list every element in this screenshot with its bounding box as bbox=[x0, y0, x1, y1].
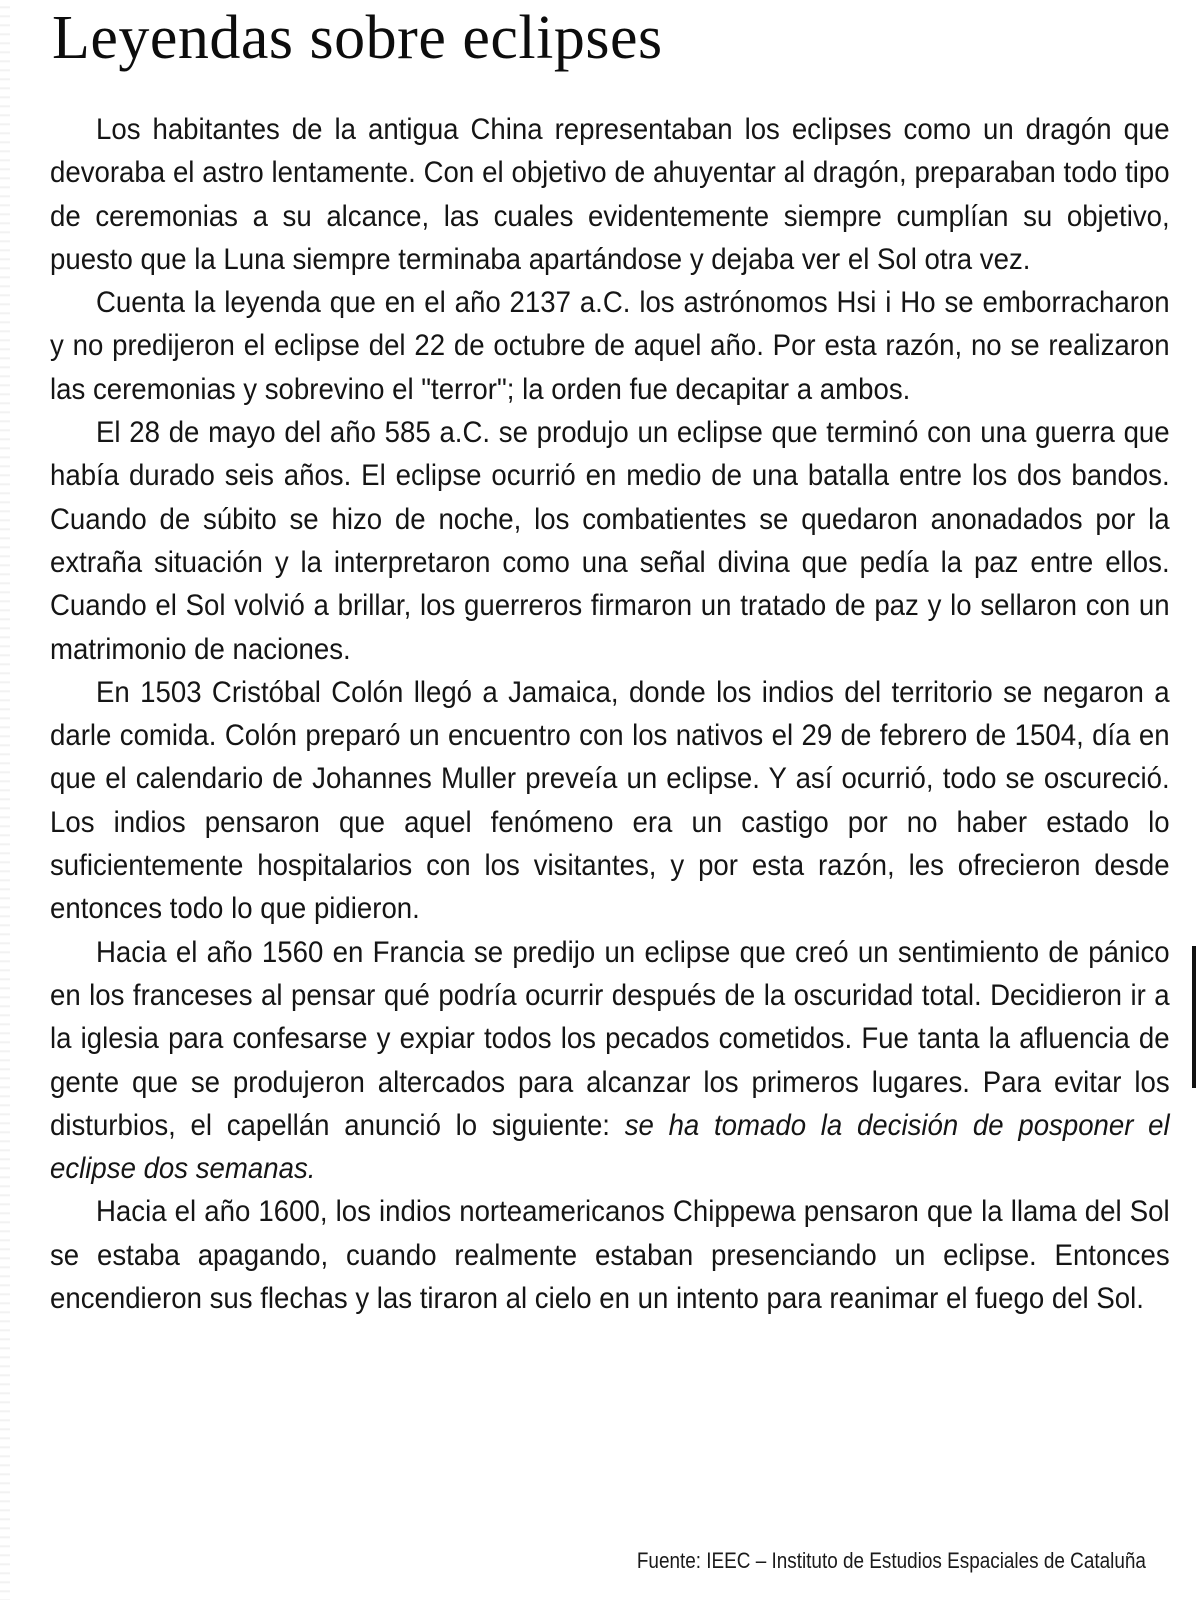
source-credit: Fuente: IEEC – Instituto de Estudios Espaciales de Cataluña bbox=[636, 1548, 1146, 1573]
paragraph-hsi-ho: Cuenta la leyenda que en el año 2137 a.C. los astrónomos Hsi i Ho se emborracharon y no predijeron el eclipse del 22 de octubre de aquel año. Por esta razón, no se realizaron las ceremonias y sobrevino el "terror"; la orden fue decapitar a ambos. bbox=[50, 286, 1170, 406]
chaplain-quote: se ha tomado la decisión de posponer el eclipse dos semanas. bbox=[50, 1108, 1170, 1186]
paragraph-columbus-jamaica: En 1503 Cristóbal Colón llegó a Jamaica, donde los indios del territorio se negaron a darle comida. Colón preparó un encuentro con los nativos el 29 de febrero de 1504, día en que el calendario de Johannes Muller preveía un eclipse. Y así ocurrió, todo se oscureció. Los indios pensaron que aquel fenómeno era un castigo por no haber estado lo suficientemente hospitalarios con los visitantes, y por esta razón, les ofrecieron desde entonces todo lo que pidieron. bbox=[50, 675, 1170, 926]
paragraph-585-bc-battle: El 28 de mayo del año 585 a.C. se produjo un eclipse que terminó con una guerra que había durado seis años. El eclipse ocurrió en medio de una batalla entre los dos bandos. Cuando de súbito se hizo de noche, los combatientes se quedaron anonadados por la extraña situación y la interpretaron como una señal divina que pedía la paz entre ellos. Cuando el Sol volvió a brillar, los guerreros firmaron un tratado de paz y lo sellaron con un matrimonio de naciones. bbox=[50, 416, 1170, 666]
paragraph-france-1560-text: Hacia el año 1560 en Francia se predijo un eclipse que creó un sentimiento de pánico en los franceses al pensar qué podría ocurrir después de la oscuridad total. Decidieron ir a la iglesia para confesarse y expiar todos los pecados cometidos. Fue tanta la afluencia de gente que se produjeron altercados para alcanzar los primeros lugares. Para evitar los disturbios, el capellán anunció lo siguiente: bbox=[50, 935, 1170, 1142]
paragraph-chippewa: Hacia el año 1600, los indios norteamericanos Chippewa pensaron que la llama del Sol se estaba apagando, cuando realmente estaban presenciando un eclipse. Entonces encendieron sus flechas y las tiraron al cielo en un intento para reanimar el fuego del Sol. bbox=[50, 1195, 1170, 1316]
page-title: Leyendas sobre eclipses bbox=[52, 4, 663, 72]
scan-edge-artifact bbox=[0, 0, 10, 1600]
margin-mark bbox=[1192, 946, 1196, 1088]
article-body bbox=[50, 108, 1170, 1320]
paragraph-china-dragon: Los habitantes de la antigua China representaban los eclipses como un dragón que devoraba el astro lentamente. Con el objetivo de ahuyentar al dragón, preparaban todo tipo de ceremonias a su alcance, las cuales evidentemente siempre cumplían su objetivo, puesto que la Luna siempre terminaba apartándose y dejaba ver el Sol otra vez. bbox=[50, 113, 1170, 276]
paragraph-france-1560 bbox=[50, 931, 1170, 1191]
